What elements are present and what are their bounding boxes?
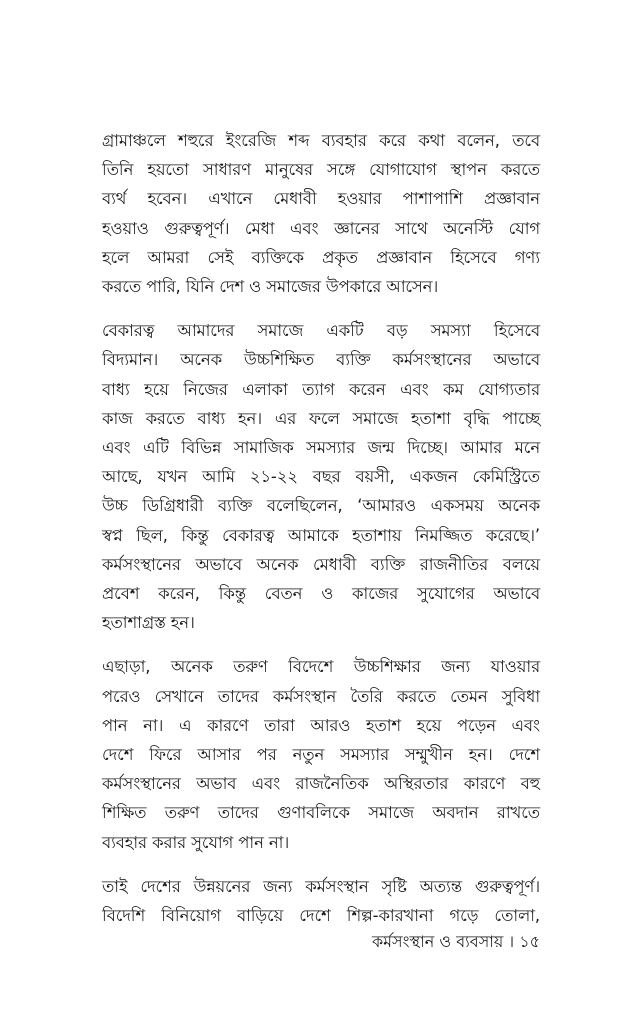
text-line: কাজ করতে বাধ্য হন। এর ফলে সমাজে হতাশা বৃদ্ধি পাচ্ছে	[102, 408, 540, 428]
text-line: হতাশাগ্রস্ত হন।	[102, 613, 195, 633]
text-line: কর্মসংস্থানের অভাব এবং রাজনৈতিক অস্থিরতার কারণে বহু	[102, 774, 540, 794]
text-line: স্বপ্ন ছিল, কিন্তু বেকারত্ব আমাকে হতাশায় নিমজ্জিত করেছে।’	[102, 525, 540, 545]
text-line: কর্মসংস্থানের অভাবে অনেক মেধাবী ব্যক্তি রাজনীতির বলয়ে	[102, 554, 540, 574]
text-line: করতে পারি, যিনি দেশ ও সমাজের উপকারে আসেন।	[102, 277, 439, 297]
text-line: হওয়াও গুরুত্বপূর্ণ। মেধা এবং জ্ঞানের সাথে অনেস্টি যোগ	[102, 218, 540, 238]
text-line: বেকারত্ব আমাদের সমাজে একটি বড় সমস্যা হিসেবে	[102, 321, 540, 341]
body-text	[102, 126, 540, 945]
text-line: উচ্চ ডিগ্রিধারী ব্যক্তি বলেছিলেন, ‘আমারও একসময় অনেক	[102, 496, 540, 516]
paragraph-4	[102, 872, 540, 930]
paragraph-3	[102, 652, 540, 856]
text-line: বিদ্যমান। অনেক উচ্চশিক্ষিত ব্যক্তি কর্মসংস্থানের অভাবে	[102, 350, 540, 370]
text-line: শিক্ষিত তরুণ তাদের গুণাবলিকে সমাজে অবদান রাখতে	[102, 803, 540, 823]
text-line: তাই দেশের উন্নয়নের জন্য কর্মসংস্থান সৃষ্টি অত্যন্ত গুরুত্বপূর্ণ।	[102, 876, 540, 896]
text-line: এবং এটি বিভিন্ন সামাজিক সমস্যার জন্ম দিচ্ছে। আমার মনে	[102, 438, 540, 458]
text-line: বিদেশি বিনিয়োগ বাড়িয়ে দেশে শিল্প-কারখানা গড়ে তোলা,	[102, 906, 540, 926]
text-line: ব্যবহার করার সুযোগ পান না।	[102, 832, 290, 852]
text-line: দেশে ফিরে আসার পর নতুন সমস্যার সম্মুখীন হন। দেশে	[102, 745, 540, 765]
text-line: গ্রামাঞ্চলে শহুরে ইংরেজি শব্দ ব্যবহার করে কথা বলেন, তবে	[102, 131, 540, 150]
text-line: পান না। এ কারণে তারা আরও হতাশ হয়ে পড়েন এবং	[102, 715, 540, 735]
text-line: ব্যর্থ হবেন। এখানে মেধাবী হওয়ার পাশাপাশি প্রজ্ঞাবান	[102, 189, 540, 209]
text-line: আছে, যখন আমি ২১-২২ বছর বয়সী, একজন কেমিস্ট্রিতে	[102, 467, 540, 487]
paragraph-1	[102, 126, 540, 301]
text-line: তিনি হয়তো সাধারণ মানুষের সঙ্গে যোগাযোগ স্থাপন করতে	[102, 160, 540, 180]
text-line: এছাড়া, অনেক তরুণ বিদেশে উচ্চশিক্ষার জন্য যাওয়ার	[102, 657, 540, 677]
text-line: হলে আমরা সেই ব্যক্তিকে প্রকৃত প্রজ্ঞাবান হিসেবে গণ্য	[102, 247, 540, 267]
paragraph-2	[102, 316, 540, 637]
text-line: প্রবেশ করেন, কিন্তু বেতন ও কাজের সুযোগের অভাবে	[102, 584, 540, 604]
page-footer: কর্মসংস্থান ও ব্যবসায় । ১৫	[371, 932, 540, 951]
text-line: পরেও সেখানে তাদের কর্মসংস্থান তৈরি করতে তেমন সুবিধা	[102, 686, 540, 706]
text-line: বাধ্য হয়ে নিজের এলাকা ত্যাগ করেন এবং কম যোগ্যতার	[102, 379, 540, 399]
